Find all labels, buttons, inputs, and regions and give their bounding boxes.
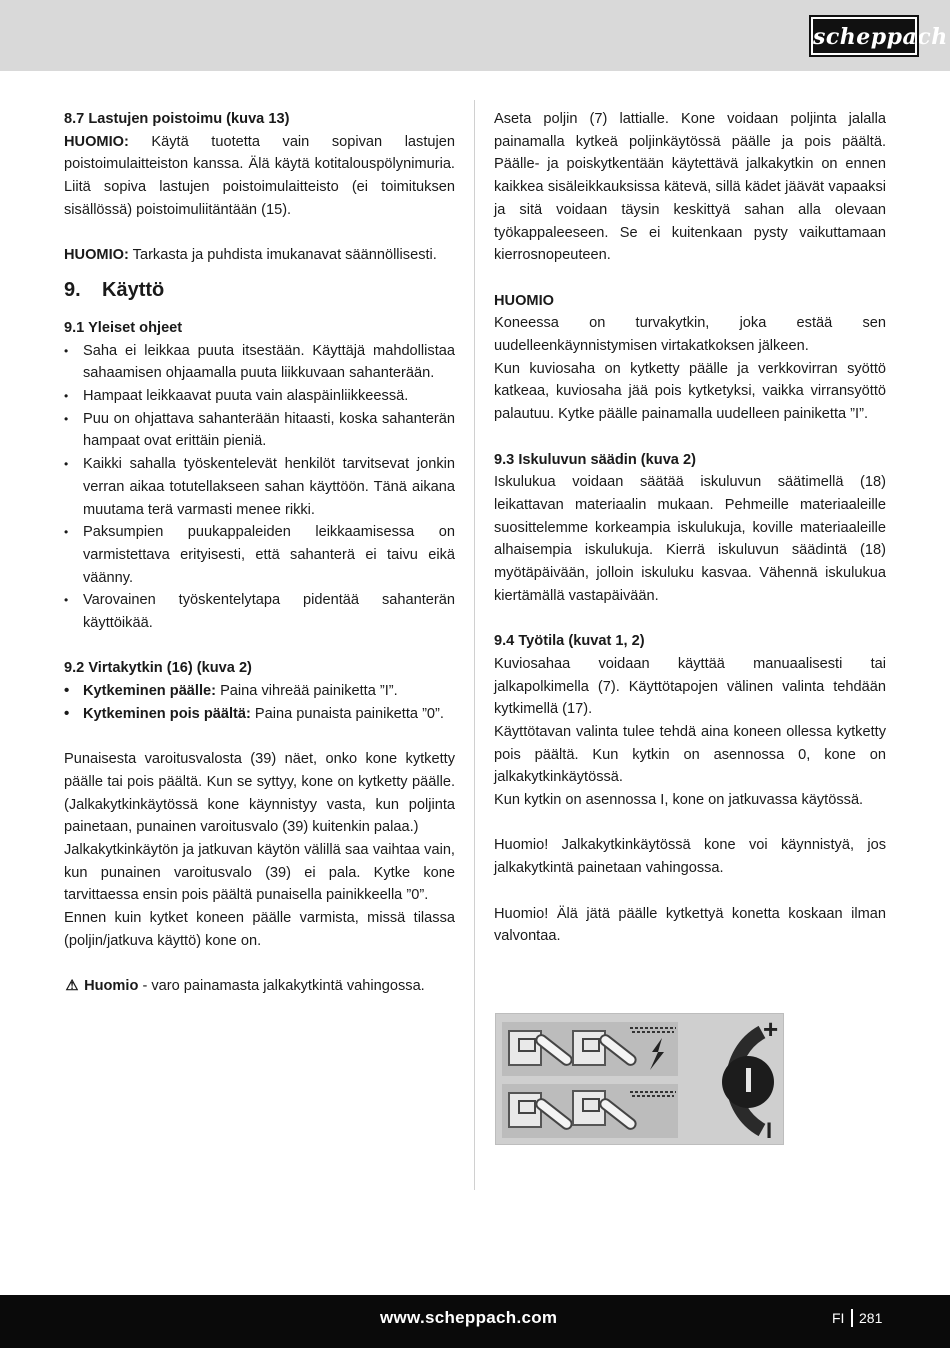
item-text: Paina punaista painiketta ”0”.	[250, 705, 444, 722]
note-text: Käytä tuotetta vain sopivan lastujen poistoimulaitteiston kanssa. Älä käytä kotitalouspölynimuria. Liitä sopiva lastujen poistoimulaitteisto (ei toimituksen sisällössä) poistoimuliitäntään (15).	[64, 133, 455, 218]
list-item: • Kaikki sahalla työskentelevät henkilöt tarvitsevat jonkin verran aikaa totutellakseen sahan käyttöön. Tänä aikana muutama terä varmasti menee rikki.	[64, 453, 455, 521]
increase-marker: +	[763, 1014, 779, 1044]
right-column	[494, 108, 886, 948]
warning-label: Huomio	[84, 978, 139, 995]
list-item: • Varovainen työskentelytapa pidentää sahanterän käyttöikää.	[64, 589, 455, 634]
page-number: 281	[859, 1310, 883, 1326]
section-9-4-title: 9.4 Työtila (kuvat 1, 2)	[494, 633, 645, 650]
warning-note	[64, 975, 455, 998]
figure-row-continuous-mode	[502, 1084, 678, 1138]
list-item: • Puu on ohjattava sahanterään hitaasti, koska sahanterän hampaat ovat erittäin pieniä.	[64, 408, 455, 453]
list-item: • Hampaat leikkaavat puuta vain alaspäinliikkeessä.	[64, 385, 455, 408]
decrease-marker: I	[766, 1118, 773, 1143]
section-8-7-note-2	[64, 244, 455, 267]
item-label: Kytkeminen pois päältä:	[83, 705, 251, 722]
general-instructions-list	[64, 340, 455, 635]
page-footer	[0, 1295, 950, 1348]
paragraph: Jalkakytkinkäytön ja jatkuvan käytön välillä saa vaihtaa vain, kun punainen varoitusvalo (39) ei pala. Kytke kone tarvittaessa ensin pois päältä punaisella painikkeella ”0”.	[64, 842, 455, 904]
warning-icon: ⚠	[65, 978, 79, 995]
list-item: • Paksumpien puukappaleiden leikkaamisessa on varmistettava erityisesti, että sahanterä ei taivu eikä väänny.	[64, 521, 455, 589]
paragraph: Kun kuviosaha on kytketty päälle ja verkkovirran syöttö katkeaa, kuviosaha jää pois kytketyksi, vaikka virransyöttö palautuu. Kytke päälle painamalla uudelleen painiketta ”I”.	[494, 360, 886, 423]
saw-blade-icon	[628, 1022, 678, 1076]
switch-panel-figure	[495, 1013, 784, 1145]
section-8-7-title: 8.7 Lastujen poistoimu (kuva 13)	[64, 111, 290, 127]
paragraph: Huomio! Älä jätä päälle kytkettyä konetta koskaan ilman valvontaa.	[494, 905, 886, 945]
column-divider	[474, 100, 475, 1190]
section-9-title: Käyttö	[102, 278, 165, 301]
page-header	[0, 0, 950, 71]
power-switch-list	[64, 680, 455, 725]
left-column	[64, 108, 455, 998]
section-9-heading	[64, 277, 455, 303]
website-link[interactable]: www.scheppach.com	[380, 1308, 558, 1327]
paragraph: Ennen kuin kytket koneen päälle varmista, missä tilassa (poljin/jatkuva käyttö) kone on.	[64, 910, 455, 949]
paragraph: Punaisesta varoitusvalosta (39) näet, onko kone kytketty päälle tai pois päältä. Kun se syttyy, kone on kytketty päälle. (Jalkakytkinkäytössä kone käynnistyy vasta, kun poljinta painetaan, punainen varoitusvalo (39) kuitenkin palaa.)	[64, 751, 455, 836]
language-code: FI	[832, 1310, 845, 1326]
list-item: • Saha ei leikkaa puuta itsestään. Käyttäjä mahdollistaa sahaamisen ohjaamalla puuta liikkuvaan sahanterään.	[64, 340, 455, 385]
note-text: Tarkasta ja puhdista imukanavat säännöllisesti.	[128, 247, 437, 264]
item-text: Paina vihreää painiketta ”I”.	[216, 683, 398, 700]
scheppach-logo: scheppach	[811, 17, 917, 55]
figure-row-pedal-mode	[502, 1022, 678, 1076]
saw-blade-icon	[628, 1084, 678, 1138]
huomio-title: HUOMIO	[494, 292, 554, 309]
section-9-2-title: 9.2 Virtakytkin (16) (kuva 2)	[64, 660, 252, 677]
list-item-switch-on	[64, 680, 455, 703]
paragraph: Huomio! Jalkakytkinkäytössä kone voi käynnistyä, jos jalkakytkintä painetaan vahingossa.	[494, 837, 886, 877]
paragraph: Käyttötavan valinta tulee tehdä aina koneen ollessa kytketty pois päältä. Kun kytkin on asennossa 0, kone on jalkakytkinkäytössä.	[494, 723, 886, 786]
note-label: HUOMIO:	[64, 247, 129, 264]
paragraph: Kun kytkin on asennossa I, kone on jatkuvassa käytössä.	[494, 792, 864, 809]
paragraph: Koneessa on turvakytkin, joka estää sen uudelleenkäynnistymisen virtakatkoksen jälkeen.	[494, 315, 886, 355]
paragraph: Aseta poljin (7) lattialle. Kone voidaan poljinta jalalla painamalla kytkeä poljinkäytössä päälle ja pois päältä. Päälle- ja poiskytkentään käytettävä jalkakytkin on ennen kaikkea sisäleikkauksissa kätevä, sillä kädet jäävät vapaaksi ja sitä voidaan täysin keskittyä sahan alla olevaan työkappaleeseen. Se ei kuitenkaan pysty vaikuttamaan kierrosnopeuteen.	[494, 111, 886, 264]
item-label: Kytkeminen päälle:	[83, 683, 217, 700]
footer-separator	[851, 1309, 853, 1327]
warning-text: - varo painamasta jalkakytkintä vahingossa.	[138, 978, 425, 995]
paragraph: Iskulukua voidaan säätää iskuluvun säätimellä (18) leikattavan materiaalin mukaan. Pehmeille materiaaleille suosittelemme korkeampia iskulukuja, koville materiaaleille alhaisempia iskulukuja. Kierrä iskuluvun säädintä (18) myötäpäivään, jolloin iskuluku kasvaa. Vähennä iskulukua kiertämällä vastapäivään.	[494, 474, 886, 604]
list-item-switch-off	[64, 703, 455, 726]
section-9-number: 9.	[64, 278, 81, 301]
switch-icon	[508, 1092, 542, 1128]
note-label: HUOMIO:	[64, 133, 129, 150]
section-9-3-title: 9.3 Iskuluvun säädin (kuva 2)	[494, 451, 696, 468]
section-9-1-title: 9.1 Yleiset ohjeet	[64, 319, 183, 336]
section-8-7-note-1	[64, 131, 455, 222]
paragraph: Kuviosahaa voidaan käyttää manuaalisesti tai jalkapolkimella (7). Käyttötapojen välinen valinta tehdään kytkimellä (17).	[494, 655, 886, 718]
